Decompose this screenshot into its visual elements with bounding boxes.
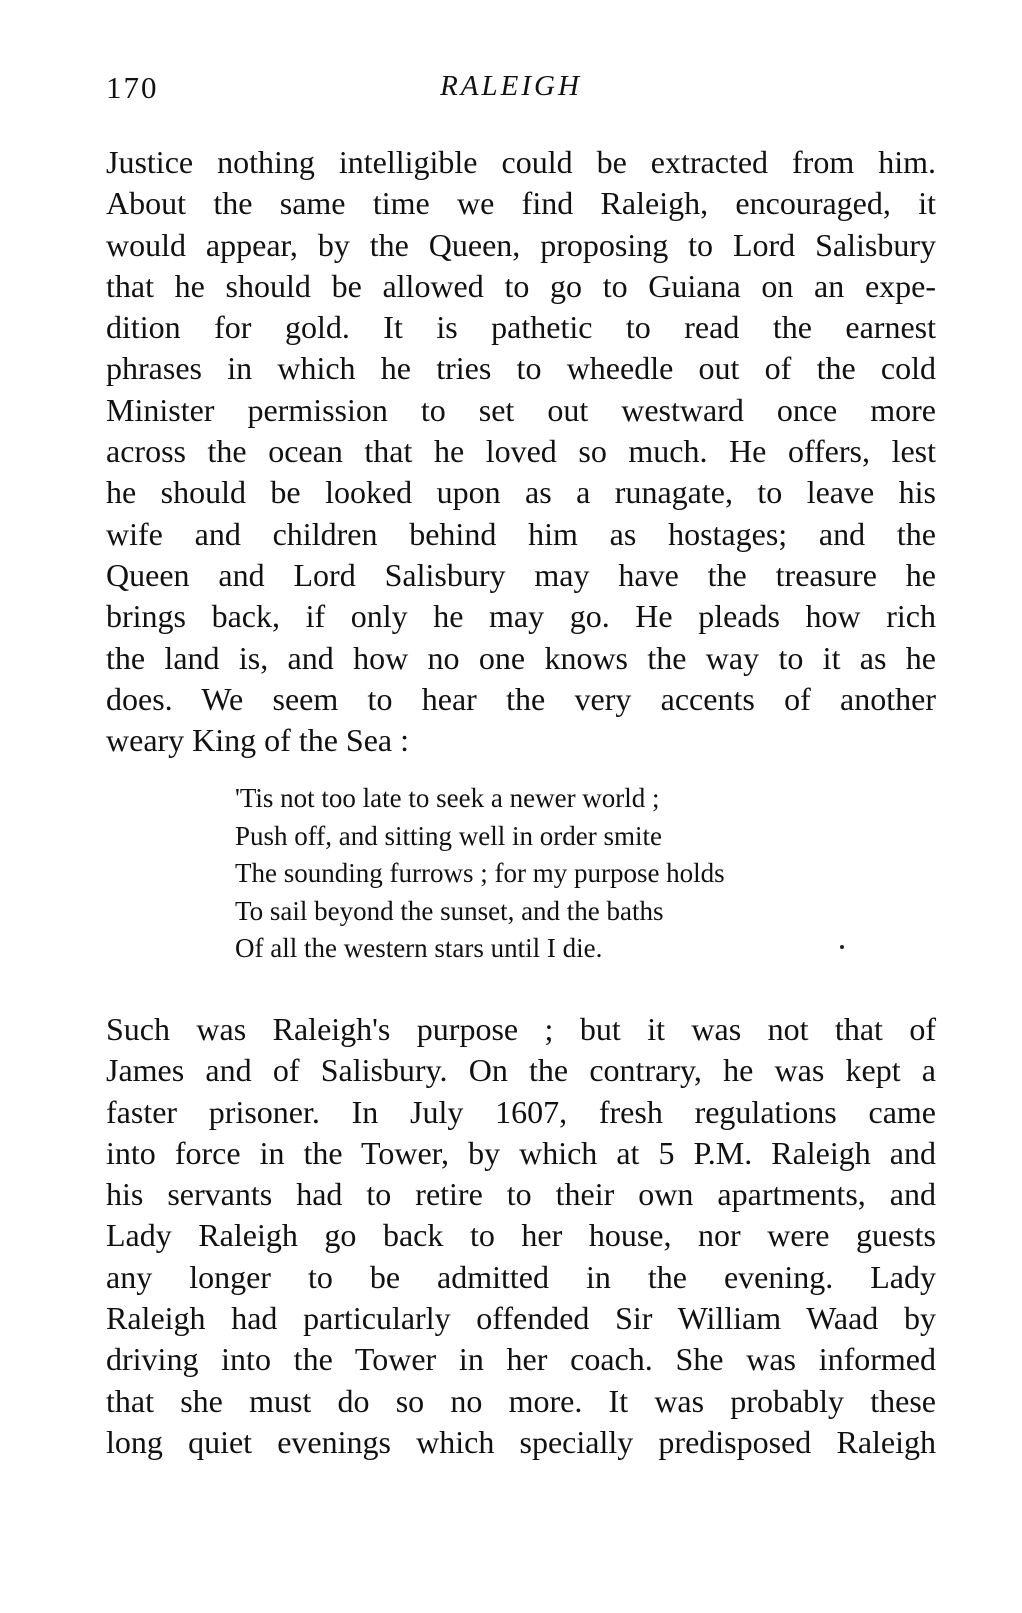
verse-line: 'Tis not too late to seek a newer world ; xyxy=(235,783,660,813)
text-line: the land is, and how no one knows the way to it as he xyxy=(106,639,936,676)
text-line: Such was Raleigh's purpose ; but it was not that of xyxy=(106,1011,936,1047)
text-line: into force in the Tower, by which at 5 P.M. Raleigh and xyxy=(106,1134,936,1171)
ink-speck xyxy=(840,945,844,949)
text-line: driving into the Tower in her coach. She was informed xyxy=(106,1341,936,1378)
text-line: wife and children behind him as hostages; and the xyxy=(106,515,936,552)
page-number: 170 xyxy=(106,70,159,105)
running-head: RALEIGH xyxy=(440,70,582,102)
text-line: Queen and Lord Salisbury may have the treasure he xyxy=(106,556,936,593)
text-line: does. We seem to hear the very accents of another xyxy=(106,680,936,717)
text-line: that he should be allowed to go to Guiana on an expe- xyxy=(106,267,936,304)
text-line: his servants had to retire to their own apartments, and xyxy=(106,1176,936,1213)
text-line: James and of Salisbury. On the contrary, he was kept a xyxy=(106,1052,936,1089)
text-line: dition for gold. It is pathetic to read the earnest xyxy=(106,309,936,346)
text-line: weary King of the Sea : xyxy=(106,722,410,759)
paragraph-1 xyxy=(106,142,936,761)
paragraph-2 xyxy=(106,1009,936,1463)
poetry-quotation xyxy=(235,780,875,968)
text-line: across the ocean that he loved so much. He offers, lest xyxy=(106,433,936,470)
text-line: faster prisoner. In July 1607, fresh regulations came xyxy=(106,1093,936,1130)
text-line: About the same time we find Raleigh, encouraged, it xyxy=(106,185,936,222)
text-line: Raleigh had particularly offended Sir William Waad by xyxy=(106,1300,936,1337)
text-line: phrases in which he tries to wheedle out of the cold xyxy=(106,350,936,387)
verse-line: Of all the western stars until I die. xyxy=(235,933,603,963)
text-line: Lady Raleigh go back to her house, nor were guests xyxy=(106,1217,936,1254)
text-line: that she must do so no more. It was probably these xyxy=(106,1382,936,1419)
text-line: he should be looked upon as a runagate, to leave his xyxy=(106,474,936,511)
text-line: Minister permission to set out westward once more xyxy=(106,391,936,428)
text-line: Justice nothing intelligible could be extracted from him. xyxy=(106,144,936,180)
verse-line: Push off, and sitting well in order smite xyxy=(235,820,662,851)
page-header xyxy=(0,70,1022,110)
text-line: brings back, if only he may go. He pleads how rich xyxy=(106,598,936,635)
text-line: long quiet evenings which specially predisposed Raleigh xyxy=(106,1423,936,1460)
text-line: any longer to be admitted in the evening. Lady xyxy=(106,1258,936,1295)
text-line: would appear, by the Queen, proposing to Lord Salisbury xyxy=(106,226,936,263)
verse-line: To sail beyond the sunset, and the baths xyxy=(235,895,664,926)
verse-line: The sounding furrows ; for my purpose holds xyxy=(235,858,725,888)
